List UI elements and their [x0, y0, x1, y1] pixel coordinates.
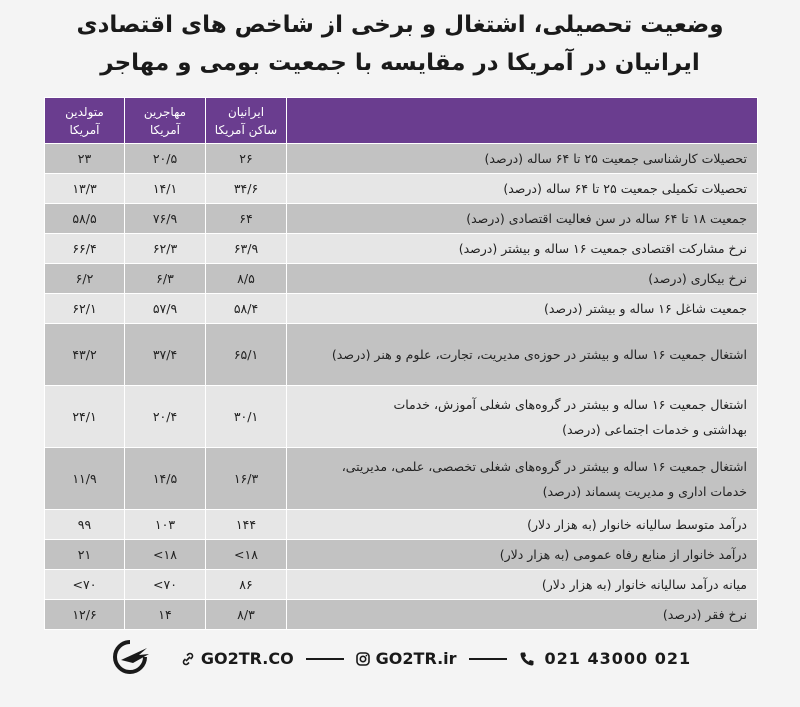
- cell-natives: ۶۶/۴: [45, 234, 125, 264]
- cell-natives: ۹۹: [45, 510, 125, 540]
- cell-iranians: ۱۸>: [206, 540, 287, 570]
- table-row: [45, 324, 758, 386]
- footer: [0, 636, 800, 681]
- cell-iranians: ۸/۵: [206, 264, 287, 294]
- cell-immigrants: ۷۶/۹: [125, 204, 206, 234]
- cell-immigrants: ۱۸>: [125, 540, 206, 570]
- row-label-line: نرخ مشارکت اقتصادی جمعیت ۱۶ ساله و بیشتر (درصد): [458, 241, 747, 256]
- table-row: [45, 510, 758, 540]
- cell-iranians: ۶۵/۱: [206, 324, 287, 386]
- cell-natives: ۲۳: [45, 144, 125, 174]
- cell-natives: ۱۱/۹: [45, 448, 125, 510]
- row-label: [287, 144, 758, 174]
- cell-immigrants: ۶/۳: [125, 264, 206, 294]
- row-label: [287, 234, 758, 264]
- cell-immigrants: ۵۷/۹: [125, 294, 206, 324]
- page-title: [0, 6, 800, 82]
- header-line: ایرانیان: [227, 104, 265, 119]
- cell-iranians: ۵۸/۴: [206, 294, 287, 324]
- cell-iranians: ۱۶/۳: [206, 448, 287, 510]
- row-label: [287, 204, 758, 234]
- cell-iranians: ۳۰/۱: [206, 386, 287, 448]
- header-label: [287, 98, 758, 144]
- cell-immigrants: ۱۴/۵: [125, 448, 206, 510]
- cell-iranians: ۸۶: [206, 570, 287, 600]
- cell-natives: ۶/۲: [45, 264, 125, 294]
- link-icon: [181, 652, 195, 666]
- title-line-1: وضعیت تحصیلی، اشتغال و برخی از شاخص های اقتصادی: [76, 12, 724, 38]
- instagram-text: GO2TR.ir: [375, 649, 457, 668]
- header-line: مهاجرین: [143, 104, 187, 119]
- header-iranians: [206, 98, 287, 144]
- separator: [306, 658, 344, 660]
- row-label: [287, 540, 758, 570]
- table-row: [45, 294, 758, 324]
- title-line-2: ایرانیان در آمریکا در مقایسه با جمعیت بومی و مهاجر: [100, 50, 700, 76]
- comparison-table: [44, 97, 758, 630]
- row-label-line: تحصیلات تکمیلی جمعیت ۲۵ تا ۶۴ ساله (درصد): [503, 181, 747, 196]
- row-label: [287, 600, 758, 630]
- separator: [469, 658, 507, 660]
- row-label-line: بهداشتی و خدمات اجتماعی (درصد): [562, 421, 747, 437]
- row-label-line: اشتغال جمعیت ۱۶ ساله و بیشتر در گروه‌های شغلی آموزش، خدمات: [393, 396, 747, 412]
- instagram-icon: [356, 652, 370, 666]
- cell-immigrants: ۳۷/۴: [125, 324, 206, 386]
- row-label: [287, 264, 758, 294]
- row-label-line: جمعیت ۱۸ تا ۶۴ ساله در سن فعالیت اقتصادی (درصد): [466, 211, 747, 226]
- cell-natives: ۵۸/۵: [45, 204, 125, 234]
- website-link[interactable]: [181, 649, 294, 668]
- table-row: [45, 234, 758, 264]
- row-label: [287, 174, 758, 204]
- table-row: [45, 540, 758, 570]
- table-row: [45, 204, 758, 234]
- row-label-line: خدمات اداری و مدیریت پسماند (درصد): [542, 483, 747, 499]
- table-row: [45, 448, 758, 510]
- cell-natives: ۱۲/۶: [45, 600, 125, 630]
- instagram-link[interactable]: [356, 649, 457, 668]
- cell-natives: ۱۳/۳: [45, 174, 125, 204]
- cell-iranians: ۳۴/۶: [206, 174, 287, 204]
- table-row: [45, 144, 758, 174]
- cell-iranians: ۱۴۴: [206, 510, 287, 540]
- cell-immigrants: ۶۲/۳: [125, 234, 206, 264]
- cell-immigrants: ۱۴: [125, 600, 206, 630]
- row-label-line: درآمد متوسط سالیانه خانوار (به هزار دلار): [527, 517, 747, 532]
- row-label-line: نرخ فقر (درصد): [662, 607, 747, 622]
- table-row: [45, 600, 758, 630]
- row-label: [287, 510, 758, 540]
- header-line: ساکن آمریکا: [214, 122, 278, 137]
- cell-immigrants: ۲۰/۴: [125, 386, 206, 448]
- table-row: [45, 386, 758, 448]
- row-label: [287, 448, 758, 510]
- table-row: [45, 264, 758, 294]
- table-row: [45, 174, 758, 204]
- cell-iranians: ۲۶: [206, 144, 287, 174]
- phone-icon: [519, 651, 535, 667]
- row-label: [287, 570, 758, 600]
- cell-iranians: ۶۴: [206, 204, 287, 234]
- cell-iranians: ۸/۳: [206, 600, 287, 630]
- table-header-row: [45, 98, 758, 144]
- phone-link[interactable]: [519, 649, 692, 668]
- row-label-line: تحصیلات کارشناسی جمعیت ۲۵ تا ۶۴ ساله (درصد): [484, 151, 747, 166]
- brand-logo-icon: [109, 639, 151, 679]
- cell-immigrants: ۲۰/۵: [125, 144, 206, 174]
- cell-natives: ۲۴/۱: [45, 386, 125, 448]
- header-line: آمریکا: [69, 122, 100, 137]
- cell-immigrants: ۱۴/۱: [125, 174, 206, 204]
- cell-immigrants: ۱۰۳: [125, 510, 206, 540]
- cell-natives: ۲۱: [45, 540, 125, 570]
- row-label-line: نرخ بیکاری (درصد): [648, 271, 747, 286]
- cell-natives: ۴۳/۲: [45, 324, 125, 386]
- row-label: [287, 324, 758, 386]
- header-immigrants: [125, 98, 206, 144]
- row-label-line: جمعیت شاغل ۱۶ ساله و بیشتر (درصد): [543, 301, 747, 316]
- row-label: [287, 294, 758, 324]
- row-label-line: درآمد خانوار از منابع رفاه عمومی (به هزار دلار): [499, 547, 747, 562]
- row-label-line: میانه درآمد سالیانه خانوار (به هزار دلار): [541, 577, 747, 592]
- header-line: آمریکا: [149, 122, 180, 137]
- table-row: [45, 570, 758, 600]
- row-label: [287, 386, 758, 448]
- phone-text: 021 43000 021: [544, 649, 692, 668]
- cell-natives: ۶۲/۱: [45, 294, 125, 324]
- header-natives: [45, 98, 125, 144]
- row-label-line: اشتغال جمعیت ۱۶ ساله و بیشتر در حوزه‌ی مدیریت، تجارت، علوم و هنر (درصد): [331, 347, 747, 362]
- website-text: GO2TR.CO: [200, 649, 294, 668]
- cell-iranians: ۶۳/۹: [206, 234, 287, 264]
- cell-natives: ۷۰>: [45, 570, 125, 600]
- header-line: متولدین: [65, 104, 104, 119]
- cell-immigrants: ۷۰>: [125, 570, 206, 600]
- row-label-line: اشتغال جمعیت ۱۶ ساله و بیشتر در گروه‌های شغلی تخصصی، علمی، مدیریتی،: [341, 458, 747, 474]
